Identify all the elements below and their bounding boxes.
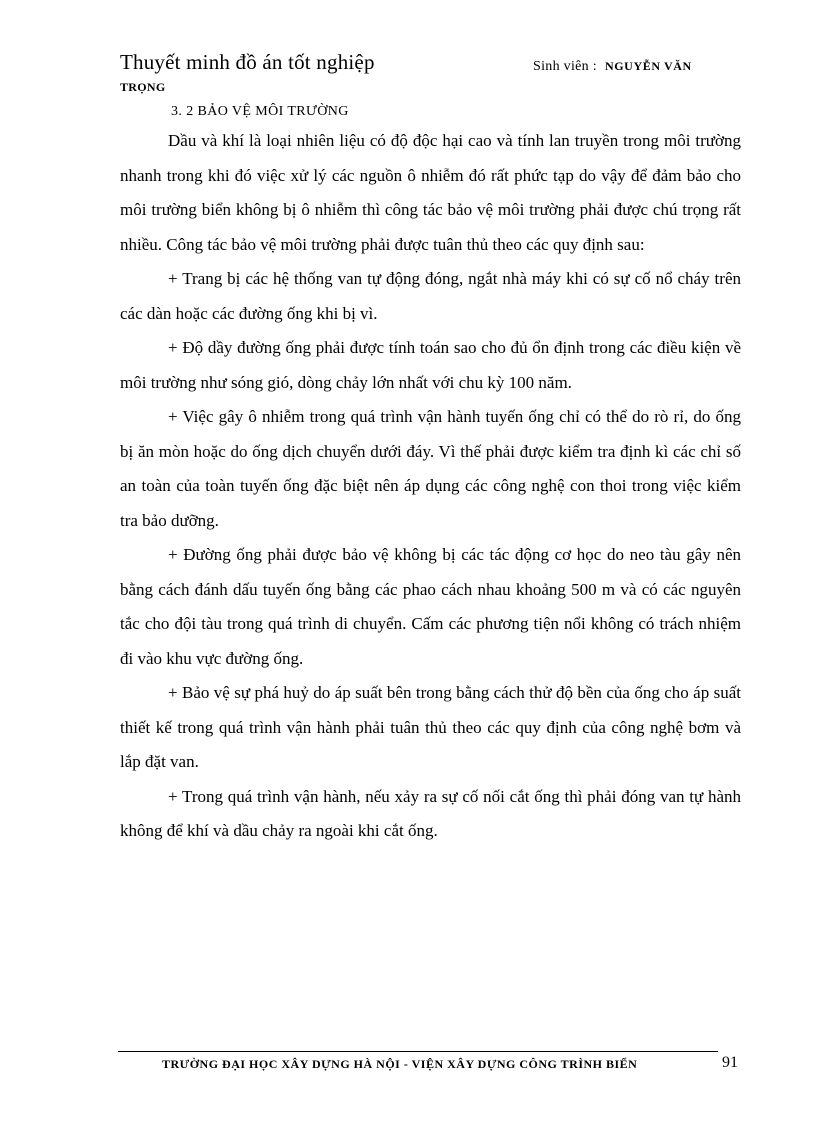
paragraph-item: + Trong quá trình vận hành, nếu xảy ra sự cố nối cắt ống thì phải đóng van tự hành không để khí và dầu chảy ra ngoài khi cắt ống. bbox=[120, 786, 741, 840]
body-text bbox=[120, 124, 741, 849]
paragraph-item: + Trang bị các hệ thống van tự động đóng, ngắt nhà máy khi có sự cố nổ cháy trên các dàn hoặc các đường ống khi bị vì. bbox=[120, 269, 741, 323]
document-title: Thuyết minh đồ án tốt nghiệp bbox=[120, 50, 375, 74]
paragraph-item: + Việc gây ô nhiễm trong quá trình vận hành tuyến ống chỉ có thể do rò rỉ, do ống bị ăn mòn hoặc do ống dịch chuyển dưới đáy. Vì thế phải được kiểm tra định kì các chỉ số an toàn của toàn tuyến ống đặc biệt nên áp dụng các công nghệ con thoi trong việc kiểm tra bảo dưỡng. bbox=[120, 407, 741, 530]
page-number: 91 bbox=[722, 1054, 738, 1071]
paragraph-item: + Độ dầy đường ống phải được tính toán sao cho đủ ổn định trong các điều kiện về môi trường như sóng gió, dòng chảy lớn nhất với chu kỳ 100 năm. bbox=[120, 338, 741, 392]
footer-divider bbox=[118, 1051, 718, 1052]
paragraph-item: + Bảo vệ sự phá huỷ do áp suất bên trong bằng cách thử độ bền của ống cho áp suất thiết kế trong quá trình vận hành phải tuân thủ theo các quy định của công nghệ bơm và lắp đặt van. bbox=[120, 683, 741, 771]
section-heading: 3. 2 BẢO VỆ MÔI TRƯỜNG bbox=[171, 104, 349, 119]
student-name-continued: TRỌNG bbox=[120, 80, 166, 94]
paragraph-intro: Dầu và khí là loại nhiên liệu có độ độc hại cao và tính lan truyền trong môi trường nhanh trong khi đó việc xử lý các nguồn ô nhiễm đó rất phức tạp do vậy để đảm bảo cho môi trường biển không bị ô nhiễm thì công tác bảo vệ môi trường phải được chú trọng rất nhiều. Công tác bảo vệ môi trường phải được tuân thủ theo các quy định sau: bbox=[120, 131, 741, 254]
student-name: NGUYỄN VĂN bbox=[604, 59, 692, 73]
paragraph-item: + Đường ống phải được bảo vệ không bị các tác động cơ học do neo tàu gây nên bằng cách đánh dấu tuyến ống bằng các phao cách nhau khoảng 500 m và có các nguyên tắc cho đội tàu trong quá trình di chuyển. Cấm các phương tiện nổi không có trách nhiệm đi vào khu vực đường ống. bbox=[120, 545, 741, 668]
footer-institution: TRƯỜNG ĐẠI HỌC XÂY DỰNG HÀ NỘI - VIỆN XÂY DỰNG CÔNG TRÌNH BIỂN bbox=[162, 1057, 638, 1071]
student-info bbox=[533, 59, 692, 75]
student-label: Sinh viên : bbox=[533, 59, 597, 74]
